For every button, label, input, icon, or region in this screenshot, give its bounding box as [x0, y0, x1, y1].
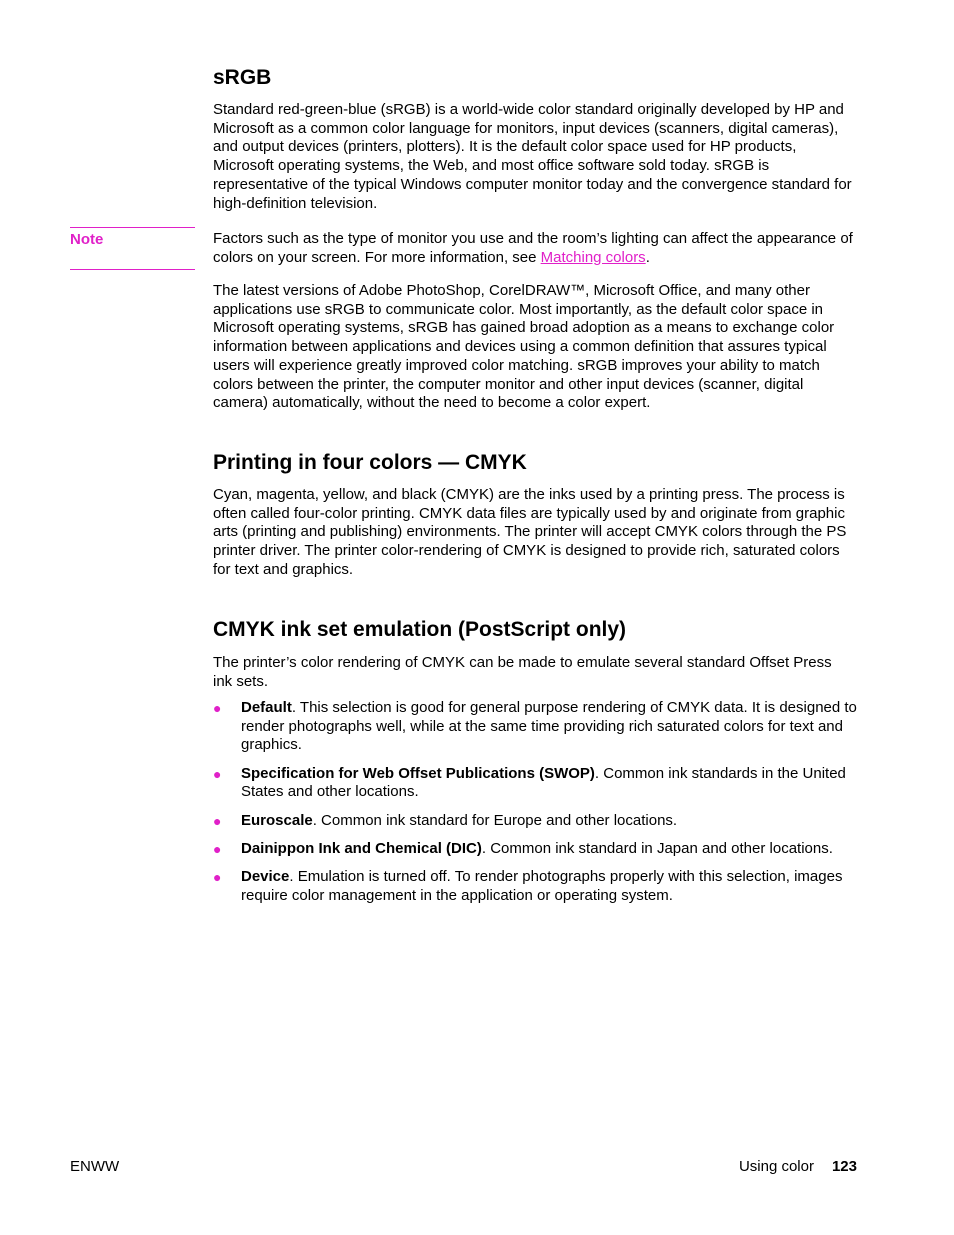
- footer-publication-code: ENWW: [70, 1158, 120, 1175]
- page-number: 123: [831, 1158, 857, 1175]
- bullet-icon: ●: [213, 868, 222, 885]
- footer-page-info: [739, 1158, 857, 1176]
- list-item-term: Euroscale: [241, 811, 313, 829]
- heading-ink-set-emulation: CMYK ink set emulation (PostScript only): [213, 618, 627, 641]
- list-item-text: . Emulation is turned off. To render photographs properly with this selection, images require color management in the application or operating system.: [241, 867, 843, 904]
- list-item-device: [213, 868, 863, 905]
- paragraph-latest-versions: The latest versions of Adobe PhotoShop, CorelDRAW™, Microsoft Office, and many other applications use sRGB to communicate color. Most importantly, as the default color space in Microsoft operating systems, sRGB has gained broad adoption as a means to exchange color information between applications and devices using a common definition that assures typical users will experience greatly improved color matching. sRGB improves your ability to match colors between the printer, the computer monitor and other input devices (scanner, digital camera) automatically, without the need to become a color expert.: [213, 282, 835, 412]
- list-item-swop: [213, 765, 863, 802]
- note-text-after: .: [645, 248, 650, 266]
- paragraph-cmyk: Cyan, magenta, yellow, and black (CMYK) are the inks used by a printing press. The process is often called four-color printing. CMYK data files are typically used by and originate from graphic arts (printing and publishing) environments. The printer will accept CMYK colors through the PS printer driver. The printer color-rendering of CMYK is designed to provide rich, saturated colors for text and graphics.: [213, 486, 847, 578]
- list-item-term: Dainippon Ink and Chemical (DIC): [241, 839, 482, 857]
- bullet-icon: ●: [213, 840, 222, 857]
- ink-set-list: [213, 699, 863, 915]
- list-item-term: Device: [241, 867, 290, 885]
- list-item-euroscale: [213, 812, 863, 831]
- list-item-default: [213, 699, 863, 755]
- bullet-icon: ●: [213, 765, 222, 782]
- note-text-before: Factors such as the type of monitor you use and the room’s lighting can affect the appearance of colors on your screen. For more information, see: [213, 230, 853, 266]
- list-item-text: . Common ink standard for Europe and other locations.: [312, 811, 678, 829]
- list-item-text: . Common ink standards in the United States and other locations.: [241, 764, 846, 801]
- list-item-text: . This selection is good for general purpose rendering of CMYK data. It is designed to render photographs well, while at the same time providing rich saturated colors for text and graphics.: [241, 699, 857, 754]
- footer-chapter: Using color: [738, 1158, 814, 1175]
- list-item-term: Specification for Web Offset Publications (SWOP): [241, 764, 595, 782]
- paragraph-srgb: Standard red-green-blue (sRGB) is a world-wide color standard originally developed by HP and Microsoft as a common color language for monitors, input devices (scanners, digital cameras), and output devices (printers, plotters). It is the default color space used for HP products, Microsoft operating systems, the Web, and most office software sold today. sRGB is representative of the typical Windows computer monitor today and the convergence standard for high-definition television.: [213, 101, 852, 212]
- list-item-term: Default: [241, 699, 292, 716]
- bullet-icon: ●: [213, 812, 222, 829]
- list-item-dic: [213, 840, 863, 859]
- bullet-icon: ●: [213, 700, 222, 716]
- note-text: [213, 230, 853, 267]
- paragraph-ink-set-emulation: The printer’s color rendering of CMYK can be made to emulate several standard Offset Press ink sets.: [213, 654, 832, 690]
- heading-srgb: sRGB: [213, 66, 272, 89]
- note-label: Note: [70, 227, 195, 270]
- heading-cmyk: Printing in four colors — CMYK: [213, 451, 527, 474]
- matching-colors-link[interactable]: Matching colors: [540, 248, 646, 266]
- list-item-text: . Common ink standard in Japan and other locations.: [481, 839, 833, 857]
